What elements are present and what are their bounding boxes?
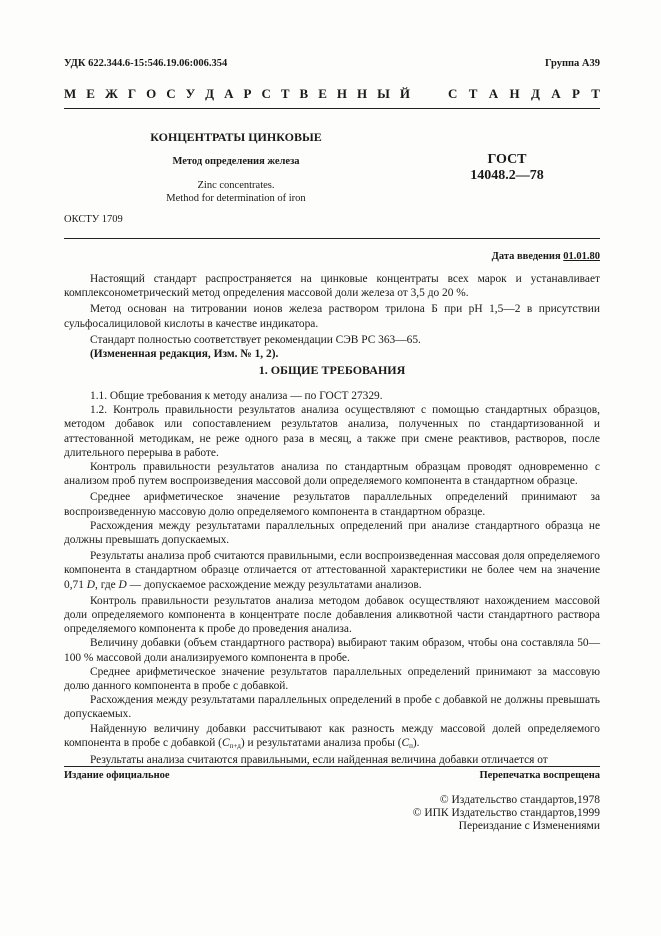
copyright-1978: © Издательство стандартов,1978 (439, 794, 600, 806)
banner-letter: А (488, 86, 499, 101)
banner-letter: Н (509, 86, 520, 101)
banner-letter: Р (243, 86, 252, 101)
title-rule (64, 238, 600, 239)
standard-banner (64, 86, 600, 102)
reprint-prohibited: Перепечатка воспрещена (479, 770, 600, 781)
clause-paragraph (64, 722, 600, 753)
banner-letter: Д (530, 86, 540, 101)
subscript: п+д (229, 741, 241, 750)
banner-letter: Й (399, 86, 410, 101)
clause-paragraph: Контроль правильности результатов анализа по стандартным образцам проводят одновременно с анализом проб путем воспроизведения массовой доли определяемого компонента в стандартном образце. (64, 461, 600, 488)
text-run: Результаты анализа проб считаются правильными, если воспроизведенная массовая доля определяемого компонента в стандартном образце отличается от аттестованной характеристики не более чем на значение 0,71 (64, 550, 600, 591)
intro-section (64, 272, 600, 361)
banner-letter: Г (127, 86, 137, 101)
clause-paragraph: Расхождения между результатами параллельных определений в пробе с добавкой не должны превышать допускаемых. (64, 694, 600, 721)
banner-letter: М (64, 86, 77, 101)
gost-label: ГОСТ (487, 152, 527, 167)
banner-letter: Е (318, 86, 327, 101)
banner-letter: Р (571, 86, 580, 101)
banner-letter: Н (356, 86, 368, 101)
banner-letter: А (224, 86, 234, 101)
banner-letter: Ы (377, 86, 390, 101)
title-main: КОНЦЕНТРАТЫ ЦИНКОВЫЕ (150, 130, 322, 144)
header-rule (64, 108, 600, 109)
symbol-c: C (221, 736, 230, 749)
gost-number: 14048.2—78 (470, 168, 544, 183)
official-edition: Издание официальное (64, 770, 170, 781)
clause-paragraph: Результаты анализа считаются правильными, если найденная величина добавки отличается от (90, 754, 548, 767)
text-run: ). (412, 736, 420, 749)
reissue-note: Переиздание с Изменениями (458, 820, 600, 832)
banner-letter: Т (280, 86, 290, 101)
symbol-d: D (118, 578, 127, 591)
udk-code: УДК 622.344.6-15:546.19.06:006.354 (64, 58, 228, 69)
banner-letter: О (146, 86, 157, 101)
group-code: Группа А39 (544, 58, 600, 69)
banner-letter: С (166, 86, 176, 101)
banner-letter: Н (336, 86, 347, 101)
clause-paragraph: Расхождения между результатами параллельных определений при анализе стандартного образца не должны превышать допускаемых. (64, 519, 600, 547)
intro-date (492, 251, 600, 262)
clause-paragraph: Величину добавки (объем стандартного раствора) выбирают таким образом, чтобы она составляла 50—100 % массовой доли анализируемого компонента в пробе. (64, 637, 600, 664)
banner-letter: Ж (104, 86, 118, 101)
text-run: ) и результатами анализа пробы ( (240, 736, 402, 749)
text-run: , где (95, 578, 119, 591)
intro-paragraph: Настоящий стандарт распространяется на цинковые концентраты всех марок и устанавливает комплексонометрический метод определения массовой доли железа от 3,5 до 20 %. (64, 273, 600, 300)
copyright-1999: © ИПК Издательство стандартов,1999 (412, 807, 600, 819)
title-english-2: Method for determination of iron (166, 193, 306, 204)
section-heading: 1. ОБЩИЕ ТРЕБОВАНИЯ (258, 363, 406, 377)
banner-letter: В (299, 86, 309, 101)
text-run: Найденную величину добавки рассчитывают как разность между массовой долей определяемого компонента в пробе с добавкой ( (64, 722, 600, 749)
clause-paragraph: Контроль правильности результатов анализа методом добавок осуществляют нахождением массовой доли определяемого компонента в концентрате после добавления аликвотной части стандартного раствора определяемого компонента к пробе до проведения анализа. (64, 594, 600, 636)
banner-word-interstate (64, 86, 410, 102)
intro-paragraph: Метод основан на титровании ионов железа раствором трилона Б при рН 1,5—2 в присутствии сульфосалициловой кислоты в качестве индикатора. (64, 303, 600, 330)
banner-word-standard (448, 86, 600, 102)
banner-letter: С (448, 86, 458, 101)
banner-letter: У (185, 86, 196, 101)
section-1-body (64, 389, 600, 767)
intro-date-value: 01.01.80 (563, 251, 600, 262)
clause-paragraph: Среднее арифметическое значение результатов параллельных определений принимают за воспроизведенную массовую долю определяемого компонента в стандартном образце. (64, 491, 600, 518)
clause-1-2: 1.2. Контроль правильности результатов анализа осуществляют с помощью стандартных образцов, методом добавок или сопоставлением результатов анализа, полученных по стандартизованной и аттестованной методикам, не реже одного раза в месяц, а также при смене реактивов, растворов, после длительного перерыва в работе. (64, 404, 600, 459)
banner-letter: А (551, 86, 561, 101)
subscript: п (409, 741, 413, 750)
title-english-1: Zinc concentrates. (197, 180, 275, 191)
text-run: — допускаемое расхождение между результатами анализов. (126, 578, 422, 591)
symbol-c: C (401, 736, 410, 749)
clause-paragraph (64, 549, 600, 592)
clause-paragraph: Среднее арифметическое значение результатов параллельных определений принимают за массовую долю данного компонента в пробе с добавкой. (64, 665, 600, 693)
clause-1-1: 1.1. Общие требования к методу анализа — по ГОСТ 27329. (90, 390, 383, 402)
banner-letter: Е (86, 86, 95, 101)
symbol-d: D (86, 578, 96, 591)
banner-letter: С (261, 86, 271, 101)
banner-letter: Т (591, 86, 600, 101)
title-method: Метод определения железа (172, 156, 300, 167)
intro-date-label: Дата введения (491, 251, 561, 262)
banner-letter: Т (468, 86, 478, 101)
banner-letter: Д (205, 86, 215, 101)
footer-rule (64, 766, 600, 767)
amendment-note: (Измененная редакция, Изм. № 1, 2). (90, 348, 279, 361)
okstu-code: ОКСТУ 1709 (64, 214, 123, 225)
intro-paragraph: Стандарт полностью соответствует рекомендации СЭВ РС 363—65. (90, 333, 421, 346)
